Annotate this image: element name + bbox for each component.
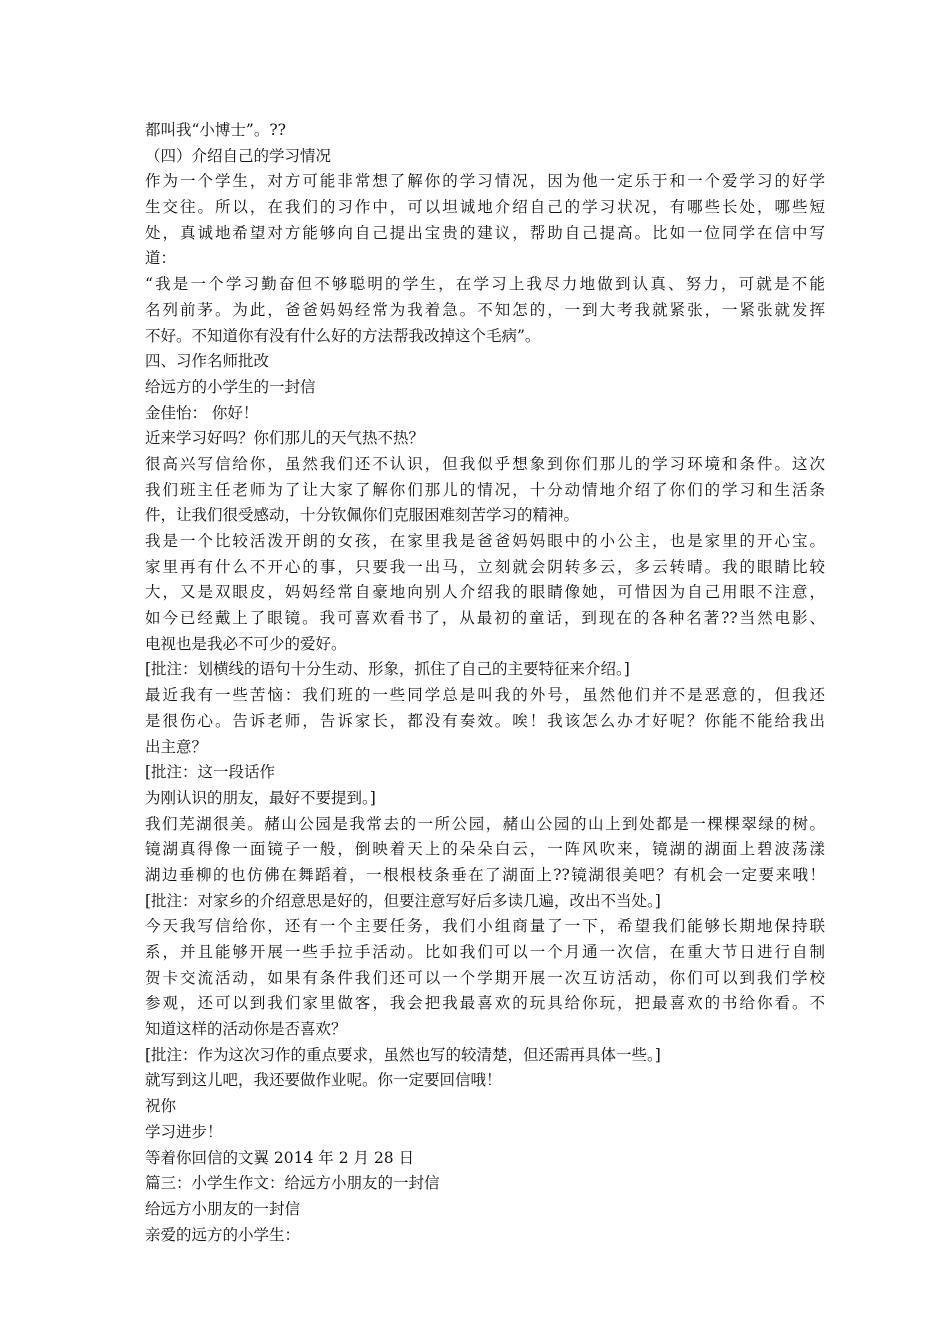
text-line: [批注：对家乡的介绍意思是好的，但要注意写好后多读几遍，改出不当处。] [145, 891, 661, 910]
text-line: 作为一个学生，对方可能非常想了解你的学习情况，因为他一定乐于和一个爱学习的好学 [145, 172, 825, 191]
text-line: 篇三：小学生作文：给远方小朋友的一封信 [145, 1174, 440, 1193]
text-line: 镜湖真得像一面镜子一般，倒映着天上的朵朵白云，一阵风吹来，镜湖的湖面上碧波荡漾 [145, 840, 825, 859]
text-line: 四、习作名师批改 [145, 352, 270, 371]
text-line: 亲爱的远方的小学生： [145, 1225, 301, 1244]
text-line: 我们班主任老师为了让大家了解你们那儿的情况，十分动情地介绍了你们的学习和生活条 [145, 480, 825, 499]
text-line: 金佳怡： 你好！ [145, 403, 259, 422]
text-line: 贺卡交流活动，如果有条件我们还可以一个学期开展一次互访活动，你们可以到我们学校 [145, 968, 825, 987]
text-line: 我是一个比较活泼开朗的女孩，在家里我是爸爸妈妈眼中的小公主，也是家里的开心宝。 [145, 532, 825, 550]
text-line: 大，又是双眼皮，妈妈经常自豪地向别人介绍我的眼睛像她，可惜因为自己用眼不注意， [145, 583, 825, 602]
text-line: 就写到这儿吧，我还要做作业呢。你一定要回信哦！ [145, 1071, 502, 1090]
text-line: 生交往。所以，在我们的习作中，可以坦诚地介绍自己的学习状况，有哪些长处，哪些短 [145, 198, 825, 217]
text-line: 如今已经戴上了眼镜。我可喜欢看书了，从最初的童话，到现在的各种名著??当然电影、 [145, 609, 825, 628]
text-line: 为刚认识的朋友，最好不要提到。] [145, 788, 376, 807]
text-line: 道： [145, 249, 177, 268]
text-line: 电视也是我必不可少的爱好。 [145, 634, 347, 653]
text-line: 出主意？ [145, 737, 208, 756]
text-line: （四）介绍自己的学习情况 [145, 146, 332, 165]
text-line: 最近我有一些苦恼：我们班的一些同学总是叫我的外号，虽然他们并不是恶意的，但我还 [145, 686, 825, 705]
document-page [145, 118, 825, 1248]
text-line: “我是一个学习勤奋但不够聪明的学生，在学习上我尽力地做到认真、努力，可就是不能 [145, 275, 825, 294]
text-line: [批注：这一段话作 [145, 763, 276, 782]
text-line: 系，并且能够开展一些手拉手活动。比如我们可以一个月通一次信，在重大节日进行自制 [145, 943, 825, 961]
text-line: 参观，还可以到我们家里做客，我会把我最喜欢的玩具给你玩，把最喜欢的书给你看。不 [145, 994, 825, 1013]
text-line: 家里再有什么不开心的事，只要我一出马，立刻就会阴转多云，多云转晴。我的眼睛比较 [145, 557, 825, 576]
text-line: 给远方小朋友的一封信 [145, 1199, 301, 1218]
text-line: 湖边垂柳的也仿佛在舞蹈着，一根根枝条垂在了湖面上??镜湖很美吧？有机会一定要来哦！ [145, 865, 825, 884]
text-line: 很高兴写信给你，虽然我们还不认识，但我似乎想象到你们那儿的学习环境和条件。这次 [145, 454, 825, 473]
text-line: 我们芜湖很美。赭山公园是我常去的一所公园，赭山公园的山上到处都是一棵棵翠绿的树。 [145, 814, 825, 833]
text-line: 等着你回信的文翼 2014 年 2 月 28 日 [145, 1148, 415, 1167]
text-line: [批注：作为这次习作的重点要求，虽然也写的较清楚，但还需再具体一些。] [145, 1045, 661, 1064]
text-line: [批注：划横线的语句十分生动、形象，抓住了自己的主要特征来介绍。] [145, 660, 630, 679]
text-line: 不好。不知道你有没有什么好的方法帮我改掉这个毛病”。 [145, 326, 541, 345]
text-line: 近来学习好吗？你们那儿的天气热不热？ [145, 429, 425, 448]
text-line: 祝你 [145, 1097, 177, 1116]
text-line: 知道这样的活动你是否喜欢？ [145, 1020, 347, 1039]
text-line: 都叫我“小博士”。?? [145, 121, 286, 139]
text-line: 是很伤心。告诉老师，告诉家长，都没有奏效。唉！我该怎么办才好呢？你能不能给我出 [145, 711, 825, 730]
text-line: 名列前茅。为此，爸爸妈妈经常为我着急。不知怎的，一到大考我就紧张，一紧张就发挥 [145, 300, 825, 319]
text-line: 给远方的小学生的一封信 [145, 377, 316, 396]
text-line: 今天我写信给你，还有一个主要任务，我们小组商量了一下，希望我们能够长期地保持联 [145, 917, 825, 936]
text-line: 学习进步！ [145, 1122, 223, 1141]
text-line: 件，让我们很受感动，十分钦佩你们克服困难刻苦学习的精神。 [145, 506, 580, 525]
text-line: 处，真诚地希望对方能够向自己提出宝贵的建议，帮助自己提高。比如一位同学在信中写 [145, 223, 825, 242]
